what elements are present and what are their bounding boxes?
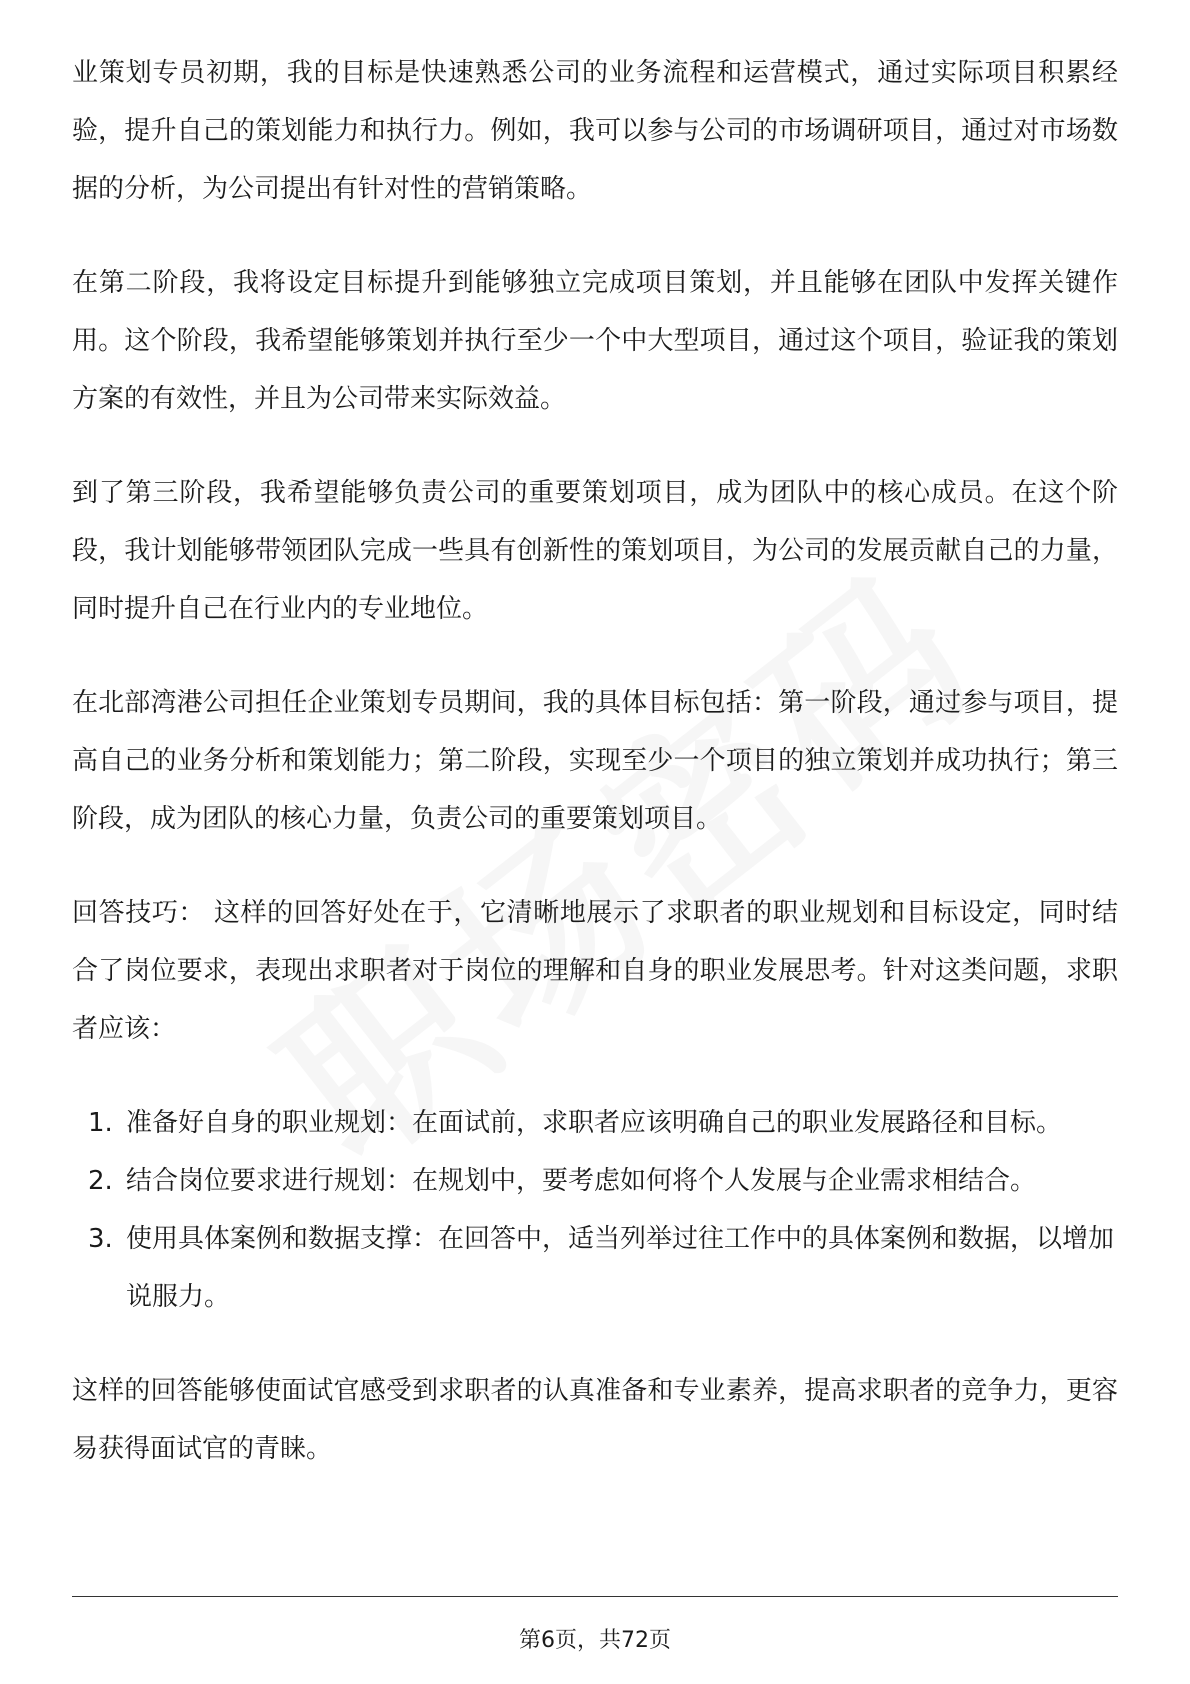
paragraph-closing: 这样的回答能够使面试官感受到求职者的认真准备和专业素养，提高求职者的竞争力，更容易获得面试官的青睐。 bbox=[72, 1376, 1118, 1464]
paragraph-stage-one: 业策划专员初期，我的目标是快速熟悉公司的业务流程和运营模式，通过实际项目积累经验，提升自己的策划能力和执行力。例如，我可以参与公司的市场调研项目，通过对市场数据的分析，为公司提出有针对性的营销策略。 bbox=[72, 58, 1118, 204]
list-item bbox=[72, 1094, 1118, 1152]
page-content bbox=[72, 44, 1118, 1514]
list-item-number: 2. bbox=[88, 1166, 113, 1196]
paragraph-stage-two: 在第二阶段，我将设定目标提升到能够独立完成项目策划，并且能够在团队中发挥关键作用。这个阶段，我希望能够策划并执行至少一个中大型项目，通过这个项目，验证我的策划方案的有效性，并且为公司带来实际效益。 bbox=[72, 268, 1118, 414]
paragraph-answer-tips: 回答技巧： 这样的回答好处在于，它清晰地展示了求职者的职业规划和目标设定，同时结合了岗位要求，表现出求职者对于岗位的理解和自身的职业发展思考。针对这类问题，求职者应该： bbox=[72, 898, 1118, 1044]
list-item-text: 使用具体案例和数据支撑：在回答中，适当列举过往工作中的具体案例和数据，以增加说服力。 bbox=[126, 1224, 1115, 1312]
list-item-text: 准备好自身的职业规划：在面试前，求职者应该明确自己的职业发展路径和目标。 bbox=[126, 1108, 1063, 1138]
paragraph-stage-three: 到了第三阶段，我希望能够负责公司的重要策划项目，成为团队中的核心成员。在这个阶段，我计划能够带领团队完成一些具有创新性的策划项目，为公司的发展贡献自己的力量，同时提升自己在行业内的专业地位。 bbox=[72, 478, 1118, 624]
list-item-text: 结合岗位要求进行规划：在规划中，要考虑如何将个人发展与企业需求相结合。 bbox=[126, 1166, 1037, 1196]
footer-divider bbox=[72, 1596, 1118, 1597]
list-item bbox=[72, 1152, 1118, 1210]
paragraph-goals-summary: 在北部湾港公司担任企业策划专员期间，我的具体目标包括：第一阶段，通过参与项目，提高自己的业务分析和策划能力；第二阶段，实现至少一个项目的独立策划并成功执行；第三阶段，成为团队的核心力量，负责公司的重要策划项目。 bbox=[72, 688, 1118, 834]
list-item-number: 3. bbox=[88, 1224, 113, 1254]
list-item bbox=[72, 1210, 1118, 1326]
tips-list bbox=[72, 1094, 1118, 1326]
page-number: 第6页，共72页 bbox=[519, 1628, 671, 1653]
list-item-number: 1. bbox=[88, 1108, 113, 1138]
